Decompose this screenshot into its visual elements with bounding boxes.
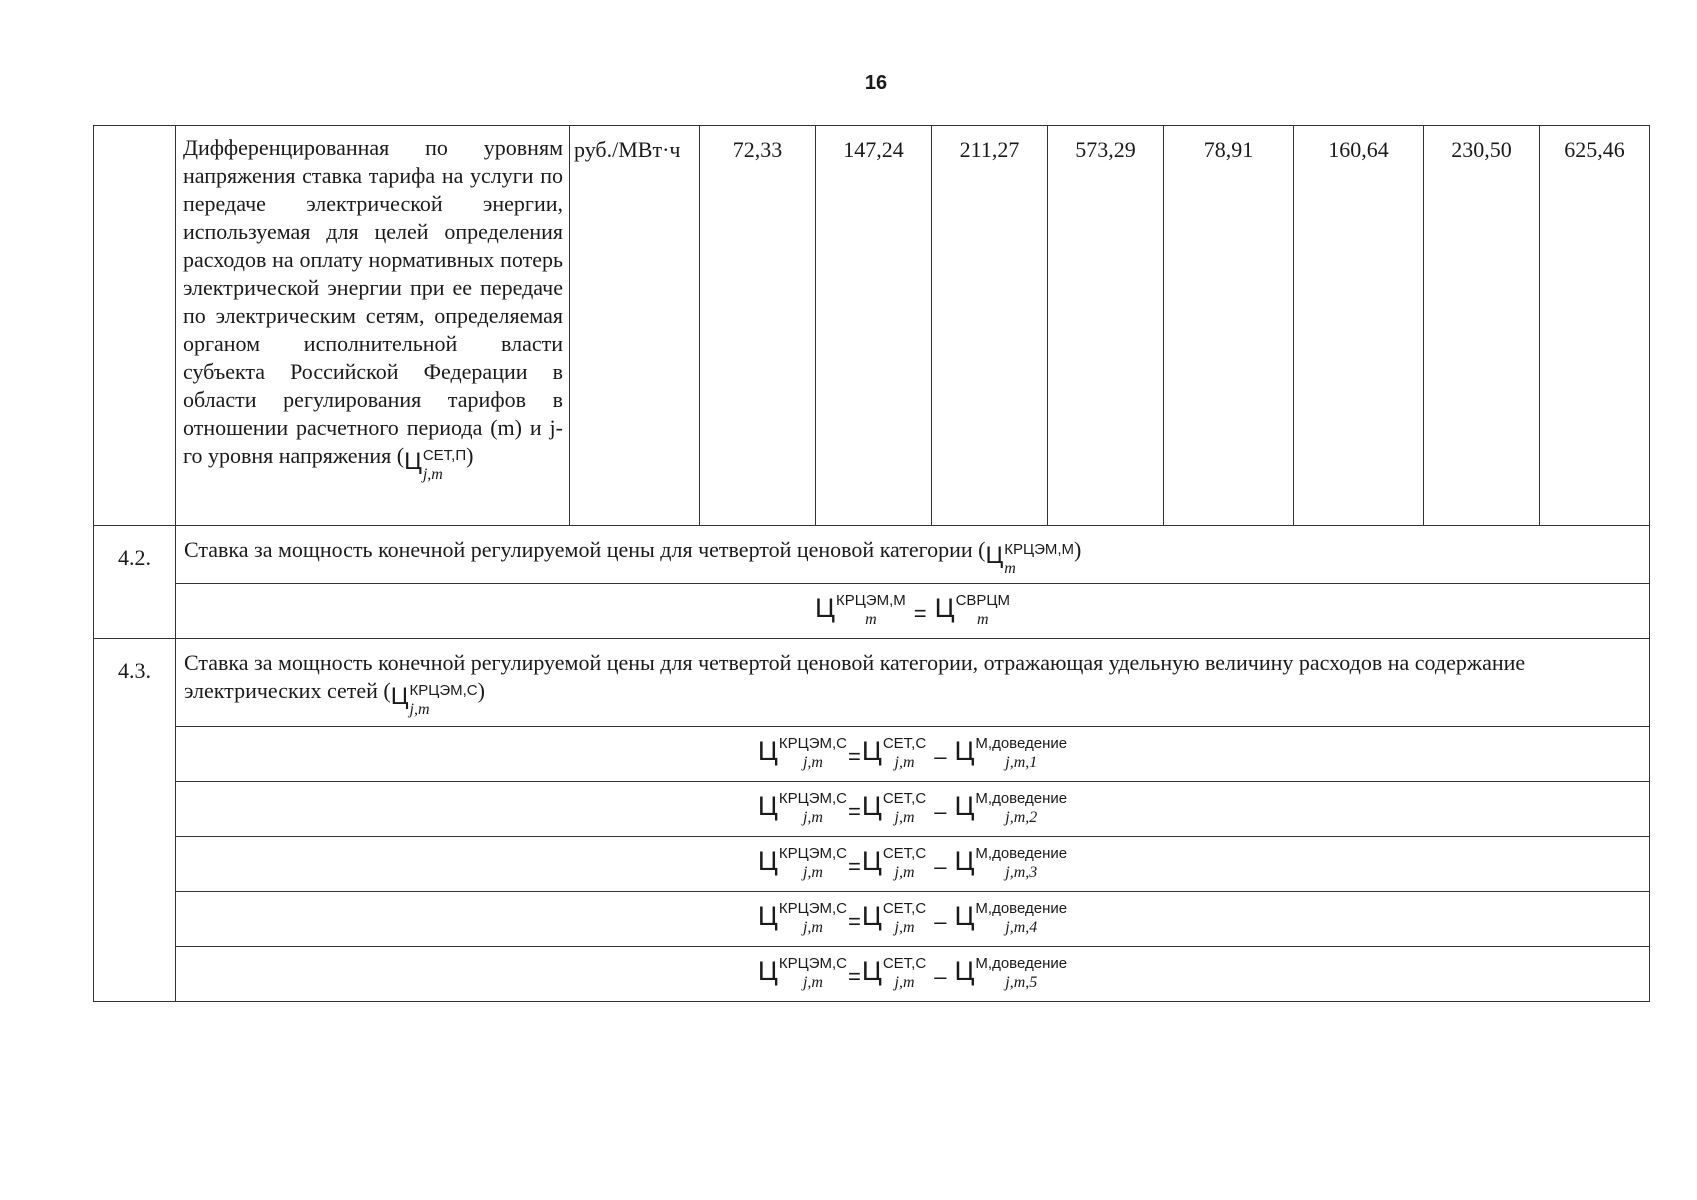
formula: Ц КРЦЭМ,С j,m = Ц СЕТ,С j,m – Ц М,доведение j,m,4: [757, 900, 1068, 936]
tariff-description: Дифференцированная по уровням напряжения ставка тарифа на услуги по передаче электрической энергии, используемая для целей определения расходов на оплату нормативных потерь электрической энергии при ее передаче по электрическим сетям, определяемая органом исполнительной власти субъекта Российской Федерации в области регулирования тарифов в отношении расчетного периода (m) и j-го уровня напряжения (: [183, 135, 563, 468]
tariff-rate-row: [94, 126, 1650, 526]
section-4-2-title: Ставка за мощность конечной регулируемой цены для четвертой ценовой категории ( Ц КРЦЭМ,М m ): [176, 526, 1650, 584]
value-cell: 78,91: [1164, 126, 1294, 526]
formula: Ц КРЦЭМ,С j,m = Ц СЕТ,С j,m – Ц М,доведение j,m,1: [757, 735, 1068, 771]
value-cell: 625,46: [1540, 126, 1650, 526]
formula-cell: [176, 892, 1650, 947]
formula-cell: [176, 584, 1650, 639]
value-cell: 72,33: [700, 126, 816, 526]
formula: Ц КРЦЭМ,С j,m = Ц СЕТ,С j,m – Ц М,доведение j,m,5: [757, 955, 1068, 991]
formula: Ц КРЦЭМ,С j,m = Ц СЕТ,С j,m – Ц М,доведение j,m,2: [757, 790, 1068, 826]
section-4-2-symbol: Ц КРЦЭМ,М m: [985, 541, 1075, 577]
formula-row: [94, 782, 1650, 837]
section-number: 4.3.: [94, 639, 176, 1002]
section-4-2-title-row: [94, 526, 1650, 584]
tariff-description-cell: Дифференцированная по уровням напряжения ставка тарифа на услуги по передаче электрической энергии, используемая для целей определения расходов на оплату нормативных потерь электрической энергии при ее передаче по электрическим сетям, определяемая органом исполнительной власти субъекта Российской Федерации в области регулирования тарифов в отношении расчетного периода (m) и j-го уровня напряжения ( Ц СЕТ,П j,m ): [176, 126, 570, 526]
value-cell: 573,29: [1048, 126, 1164, 526]
formula-4-2: Ц КРЦЭМ,М m = Ц СВРЦМ m: [814, 592, 1011, 628]
formula-cell: [176, 837, 1650, 892]
tariff-symbol: Ц СЕТ,П j,m: [404, 447, 467, 483]
section-4-2-formula-row: [94, 584, 1650, 639]
formula: Ц КРЦЭМ,С j,m = Ц СЕТ,С j,m – Ц М,доведение j,m,3: [757, 845, 1068, 881]
value-cell: 230,50: [1424, 126, 1540, 526]
formula-cell: [176, 947, 1650, 1002]
value-cell: 211,27: [932, 126, 1048, 526]
section-4-3-title: Ставка за мощность конечной регулируемой цены для четвертой ценовой категории, отражающая удельную величину расходов на содержание электрических сетей ( Ц КРЦЭМ,С j,m ): [176, 639, 1650, 727]
section-4-3-title-row: [94, 639, 1650, 727]
formula-row: [94, 947, 1650, 1002]
section-number: 4.2.: [94, 526, 176, 639]
formula-row: [94, 727, 1650, 782]
value-cell: 147,24: [816, 126, 932, 526]
formula-cell: [176, 727, 1650, 782]
empty-number-cell: [94, 126, 176, 526]
value-cell: 160,64: [1294, 126, 1424, 526]
tariff-table: [93, 125, 1650, 1002]
formula-cell: [176, 782, 1650, 837]
section-4-3-symbol: Ц КРЦЭМ,С j,m: [390, 682, 478, 718]
formula-row: [94, 892, 1650, 947]
page-number: 16: [864, 72, 888, 94]
formula-row: [94, 837, 1650, 892]
unit-cell: руб./МВт·ч: [570, 126, 700, 526]
